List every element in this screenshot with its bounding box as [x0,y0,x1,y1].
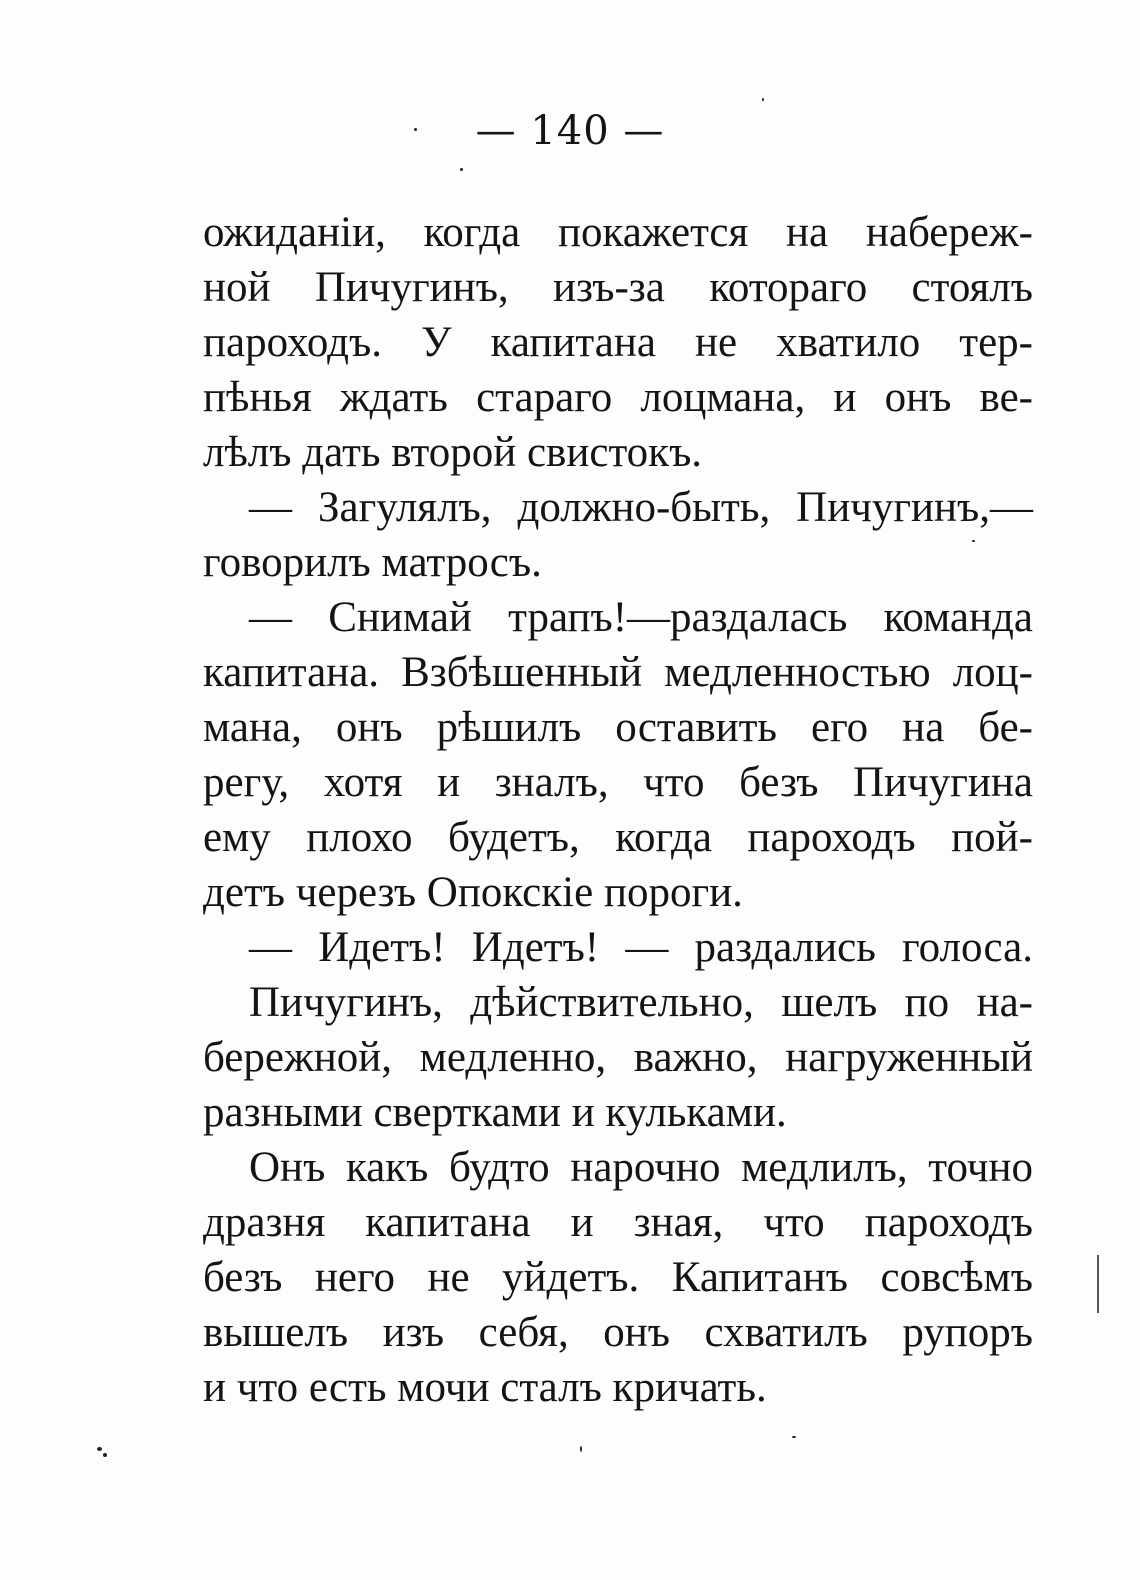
text-line: Онъ какъ будто нарочно медлилъ, точно [249,1144,1033,1191]
text-line: ожиданіи, когда покажется на набереж- [203,209,1033,256]
text-line: регу, хотя и зналъ, что безъ Пичугина [203,759,1033,806]
scan-speck [762,98,764,101]
margin-mark [1097,1255,1099,1313]
text-line: пѣнья ждать стараго лоцмана, и онъ ве- [203,374,1033,421]
text-line: пароходъ. У капитана не хватило тер- [203,319,1033,366]
text-line: дразня капитана и зная, что пароходъ [203,1199,1033,1246]
text-line: говорилъ матросъ. [203,539,542,586]
scan-speck [103,1453,107,1457]
scan-speck [792,1436,796,1438]
text-line: — Загулялъ, должно-быть, Пичугинъ,— [249,484,1033,531]
body-text [203,205,1033,1415]
text-line: мана, онъ рѣшилъ оставить его на бе- [203,704,1033,751]
text-line: разными свертками и кульками. [203,1089,787,1136]
scan-speck [972,540,975,542]
text-line: ной Пичугинъ, изъ-за котораго стоялъ [203,264,1033,311]
text-line: безъ него не уйдетъ. Капитанъ совсѣмъ [203,1254,1033,1301]
scan-speck [97,1447,102,1451]
text-line: вышелъ изъ себя, онъ схватилъ рупоръ [203,1309,1033,1356]
text-line: бережной, медленно, важно, нагруженный [203,1034,1033,1081]
text-line: Пичугинъ, дѣйствительно, шелъ по на- [249,979,1033,1026]
text-line: — Идетъ! Идетъ! — раздались голоса. [249,924,1033,971]
scan-speck [460,168,463,171]
scan-speck [580,1446,582,1452]
text-line: лѣлъ дать второй свистокъ. [203,429,703,476]
text-line: — Снимай трапъ!—раздалась команда [249,594,1033,641]
scan-speck [414,128,417,131]
text-line: ему плохо будетъ, когда пароходъ пой- [203,814,1033,861]
text-line: капитана. Взбѣшенный медленностью лоц- [203,649,1033,696]
text-line: детъ черезъ Опокскіе пороги. [203,869,743,916]
page-number: — 140 — [475,108,665,154]
text-line: и что есть мочи сталъ кричать. [203,1364,767,1411]
